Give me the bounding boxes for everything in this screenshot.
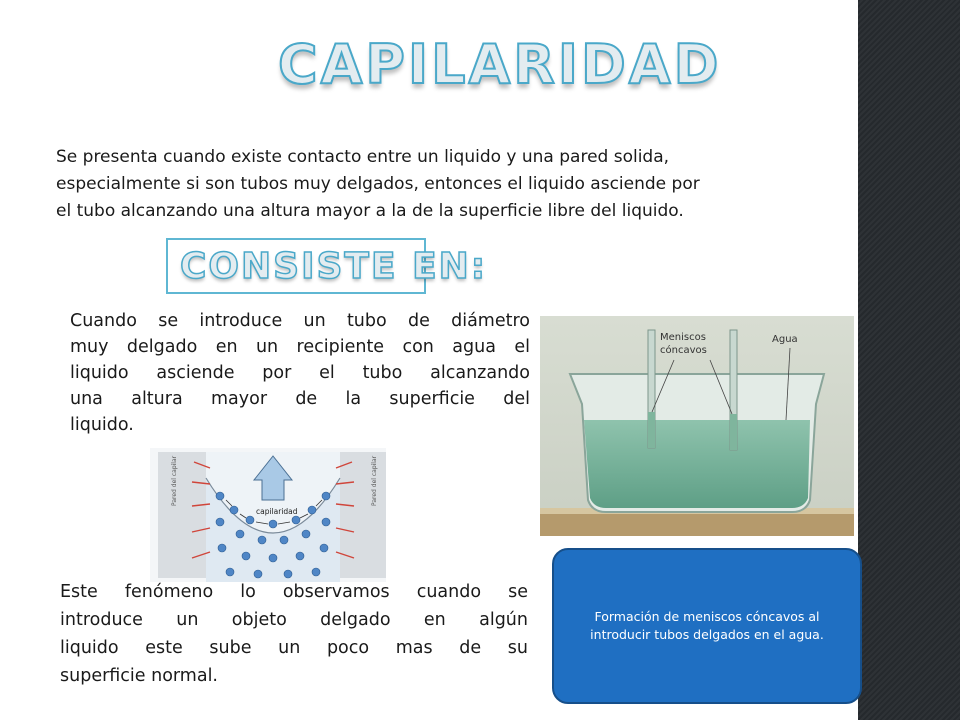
paragraph-line: liquido asciende por el tubo alcanzando bbox=[70, 363, 530, 383]
paragraph-line: Este fenómeno lo observamos cuando se bbox=[60, 582, 528, 602]
paragraph-line: una altura mayor de la superficie del bbox=[70, 389, 530, 409]
label-concavos: cóncavos bbox=[660, 345, 707, 356]
paragraph-line: introduce un objeto delgado en algún bbox=[60, 610, 528, 630]
wall-label-right: Pared del capilar bbox=[371, 455, 378, 506]
capillarity-diagram bbox=[150, 448, 386, 582]
paragraph-line: superficie normal. bbox=[60, 666, 218, 686]
intro-line: Se presenta cuando existe contacto entre un liquido y una pared solida, bbox=[56, 147, 670, 167]
label-agua: Agua bbox=[772, 334, 798, 345]
diagram-center-label: capilaridad bbox=[256, 507, 298, 516]
label-meniscos: Meniscos bbox=[660, 332, 706, 343]
decorative-sidebar bbox=[858, 0, 960, 720]
intro-line: especialmente si son tubos muy delgados, entonces el liquido asciende por bbox=[56, 174, 700, 194]
right-capillary-wall bbox=[340, 452, 386, 578]
paragraph-line: Cuando se introduce un tubo de diámetro bbox=[70, 311, 530, 331]
intro-line: el tubo alcanzando una altura mayor a la de la superficie libre del liquido. bbox=[56, 201, 684, 221]
slide-title: CAPILARIDAD bbox=[278, 33, 722, 96]
paragraph-line: muy delgado en un recipiente con agua el bbox=[70, 337, 530, 357]
subtitle: CONSISTE EN: bbox=[180, 246, 488, 287]
subtitle-box bbox=[166, 238, 488, 294]
phenomenon-paragraph bbox=[60, 578, 528, 690]
wall-label-left: Pared del capilar bbox=[171, 455, 178, 506]
caption-box bbox=[552, 548, 862, 704]
paragraph-line: liquido. bbox=[70, 415, 134, 435]
caption-text: Formación de meniscos cóncavos al introducir tubos delgados en el agua. bbox=[590, 609, 824, 642]
meniscus-photo bbox=[540, 316, 854, 536]
paragraph-line: liquido este sube un poco mas de su bbox=[60, 638, 528, 658]
explanation-paragraph bbox=[70, 308, 530, 438]
intro-paragraph bbox=[56, 144, 866, 225]
left-capillary-wall bbox=[158, 452, 206, 578]
